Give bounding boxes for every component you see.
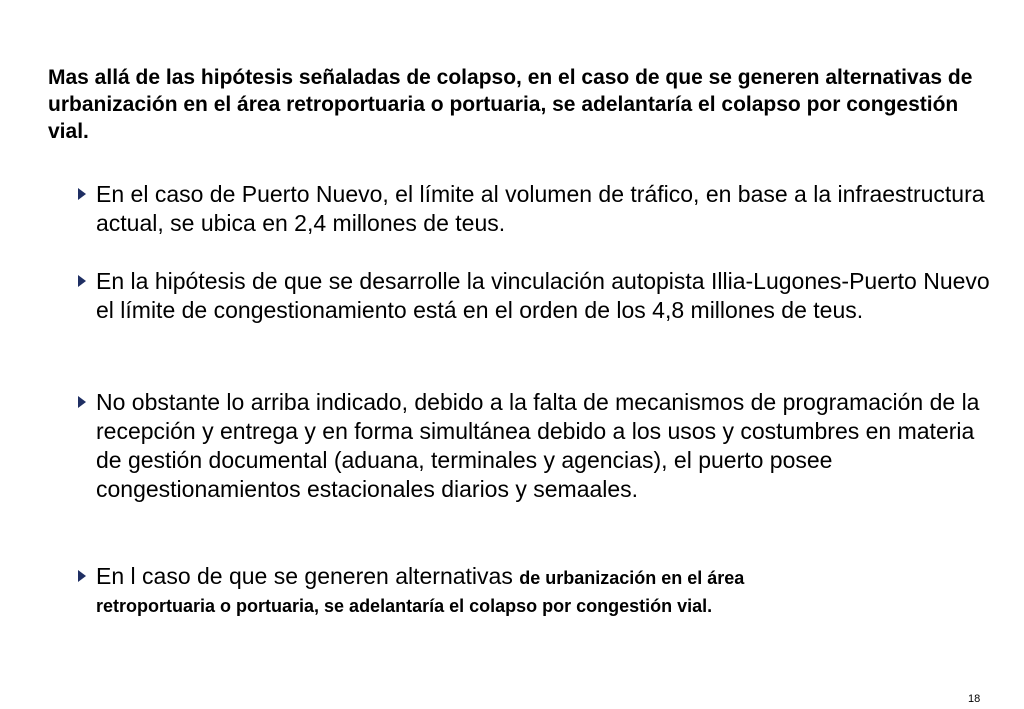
- bullet-arrow-icon: [78, 275, 86, 287]
- intro-paragraph: Mas allá de las hipótesis señaladas de colapso, en el caso de que se generen alternativas de urbanización en el área retroportuaria o portuaria, se adelantaría el colapso por congestión vial.: [48, 66, 973, 143]
- bullet-arrow-icon: [78, 188, 86, 200]
- bullet-text: No obstante lo arriba indicado, debido a la falta de mecanismos de programación de la recepción y entrega y en forma simultánea debido a los usos y costumbres en materia de gestión documental (aduana, terminales y agencias), el puerto posee congestionamientos estacionales diarios y semaales.: [96, 389, 980, 502]
- bullet-arrow-icon: [78, 396, 86, 408]
- bullet-text-bold-line2: retroportuaria o portuaria, se adelantaría el colapso por congestión vial.: [96, 596, 713, 616]
- page-number: 18: [968, 693, 981, 705]
- bullet-item-3: [78, 388, 1006, 504]
- bullet-text-bold: de urbanización en el área: [519, 568, 745, 588]
- bullet-arrow-icon: [78, 570, 86, 582]
- bullet-text: [96, 562, 1006, 619]
- bullet-text: En el caso de Puerto Nuevo, el límite al volumen de tráfico, en base a la infraestructura actual, se ubica en 2,4 millones de teus.: [96, 181, 985, 236]
- bullet-text: En la hipótesis de que se desarrolle la vinculación autopista Illia-Lugones-Puerto Nuevo el límite de congestionamiento está en el orden de los 4,8 millones de teus.: [96, 268, 990, 323]
- bullet-item-1: [78, 180, 1006, 238]
- bullet-item-4: [78, 562, 1006, 619]
- bullet-item-2: [78, 267, 1006, 325]
- bullet-text-regular: En l caso de que se generen alternativas: [96, 563, 513, 589]
